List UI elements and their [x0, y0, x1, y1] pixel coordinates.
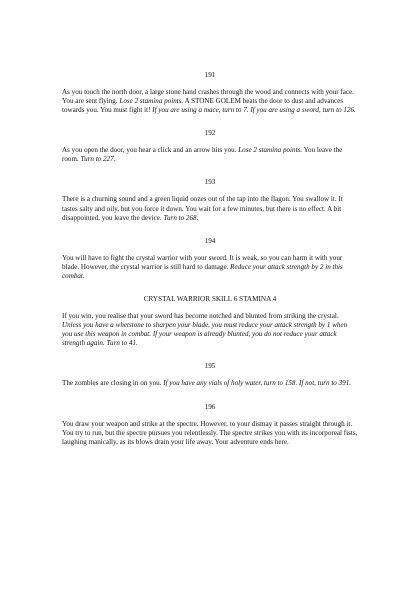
section-number: 191 — [204, 71, 216, 79]
text-segment: Lose 2 stamina points. — [119, 97, 184, 106]
text-segment: There is a churning sound and a green liquid oozes out of the tap into the flagon. You swallow it. It tastes salty and oily, but you force it down. You wait for a few minutes, but there is no effect. A bit disappointed, you leave the device. — [62, 195, 343, 222]
section-text — [62, 312, 358, 348]
text-segment: If you have any vials of holy water, turn to 158. If not, turn to 391. — [163, 379, 352, 388]
text-segment: As you open the door, you hear a click and an arrow hits you. — [62, 146, 239, 155]
text-segment: As you touch the north door, a large stone hand crashes through the wood and connects with your face. You are sent flying. — [62, 88, 354, 106]
section-text — [62, 254, 358, 281]
text-segment: You will have to fight the crystal warrior with your sword. It is weak, so you can harm it with your blade. However, the crystal warrior is still hard to damage. — [62, 253, 343, 271]
text-segment: You leave the room. — [62, 146, 343, 164]
section-number: 193 — [204, 178, 216, 187]
text-segment: Reduce your attack strength by 2 in this combat. — [62, 262, 343, 280]
enemy-stat-line: CRYSTAL WARRIOR SKILL 6 STAMINA 4 — [143, 295, 277, 304]
text-segment: You draw your weapon and strike at the spectre. However, to your dismay it passes straight through it. You try to run, but the spectre pursues you relentlessly. The spectre strikes you with its incorporeal fists, laughing manically, as its blows drain your life away. Your adventure ends here. — [62, 419, 358, 446]
text-segment: Turn to 268. — [163, 213, 199, 222]
section-number: 194 — [204, 236, 216, 245]
page-content — [62, 71, 358, 461]
section-number: 192 — [204, 129, 216, 138]
section-text — [62, 420, 358, 447]
text-segment: Turn to 227. — [80, 155, 116, 164]
text-segment: If you win, you realise that your sword has become notched and blunted from striking the crystal. — [62, 312, 339, 321]
text-segment: Unless you have a whetstone to sharpen your blade, you must reduce your attack strength by 1 when you use this weapon in combat. If your weapon is already blunted, you do not reduce your attack strength again. Turn to 41. — [62, 321, 348, 348]
section-text — [62, 88, 358, 115]
section-text — [62, 195, 358, 222]
section-number: 195 — [204, 362, 216, 371]
text-segment: The zombies are closing in on you. — [62, 379, 164, 388]
section-text — [62, 379, 358, 388]
section-text — [62, 146, 358, 164]
section-number: 196 — [204, 402, 216, 411]
text-segment: A STONE GOLEM beats the door to dust and advances towards you. You must fight it! — [62, 97, 344, 115]
text-segment: Lose 2 stamina points. — [238, 146, 303, 155]
text-segment: If you are using a mace, turn to 7. If you are using a sword, turn to 126. — [152, 106, 356, 115]
